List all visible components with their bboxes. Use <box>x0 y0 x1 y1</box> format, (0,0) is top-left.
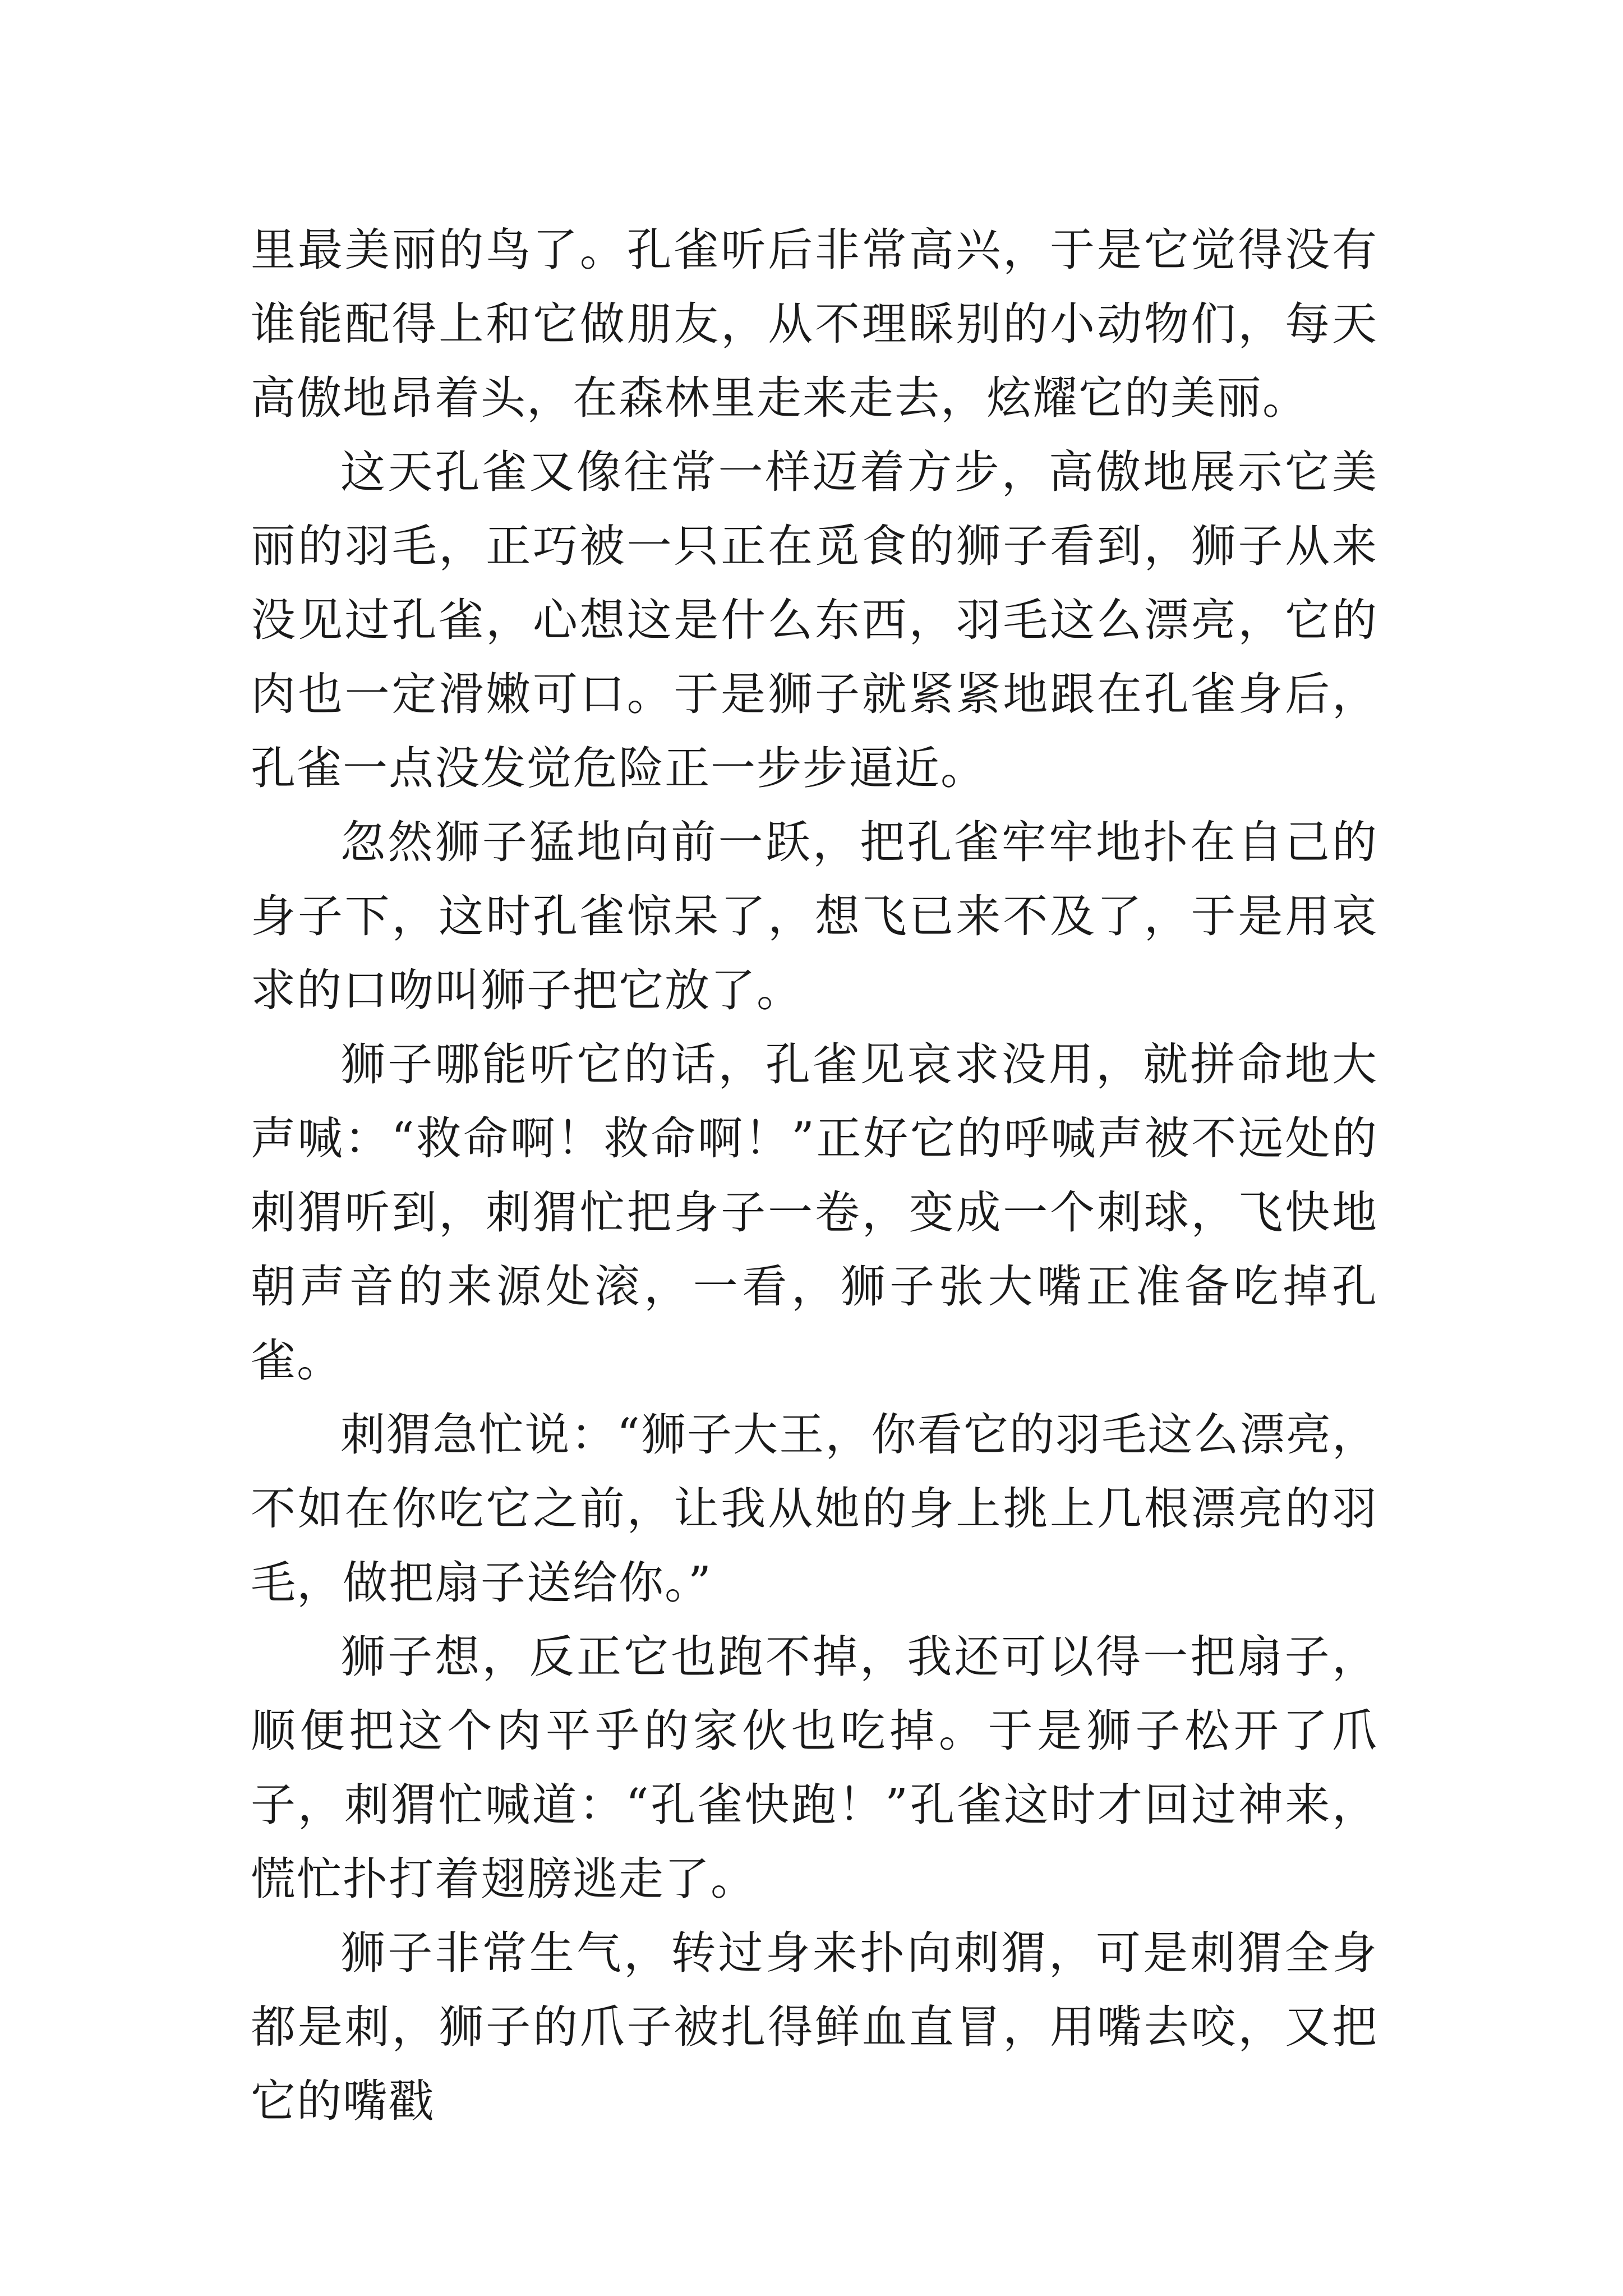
paragraph-7: 狮子非常生气，转过身来扑向刺猬，可是刺猬全身都是刺，狮子的爪子被扎得鲜血直冒，用嘴去咬，又把它的嘴戳 <box>251 1927 1378 2127</box>
paragraph-3: 忽然狮子猛地向前一跃，把孔雀牢牢地扑在自己的身子下，这时孔雀惊呆了，想飞已来不及了，于是用哀求的口吻叫狮子把它放了。 <box>251 816 1378 1016</box>
body-text <box>251 213 1378 2138</box>
paragraph-2: 这天孔雀又像往常一样迈着方步，高傲地展示它美丽的羽毛，正巧被一只正在觅食的狮子看到，狮子从来没见过孔雀，心想这是什么东西，羽毛这么漂亮，它的肉也一定滑嫩可口。于是狮子就紧紧地跟在孔雀身后，孔雀一点没发觉危险正一步步逼近。 <box>251 446 1378 794</box>
paragraph-6: 狮子想，反正它也跑不掉，我还可以得一把扇子，顺便把这个肉平乎的家伙也吃掉。于是狮子松开了爪子，刺猬忙喊道：“孔雀快跑！”孔雀这时才回过神来，慌忙扑打着翅膀逃走了。 <box>251 1631 1378 1905</box>
paragraph-5: 刺猬急忙说：“狮子大王，你看它的羽毛这么漂亮，不如在你吃它之前，让我从她的身上挑上几根漂亮的羽毛，做把扇子送给你。” <box>251 1409 1378 1609</box>
paragraph-1: 里最美丽的鸟了。孔雀听后非常高兴，于是它觉得没有谁能配得上和它做朋友，从不理睬别的小动物们，每天高傲地昂着头，在森林里走来走去，炫耀它的美丽。 <box>251 224 1378 424</box>
paragraph-4: 狮子哪能听它的话，孔雀见哀求没用，就拼命地大声喊：“救命啊！救命啊！”正好它的呼喊声被不远处的刺猬听到，刺猬忙把身子一卷，变成一个刺球，飞快地朝声音的来源处滚，一看，狮子张大嘴正准备吃掉孔雀。 <box>251 1038 1378 1387</box>
